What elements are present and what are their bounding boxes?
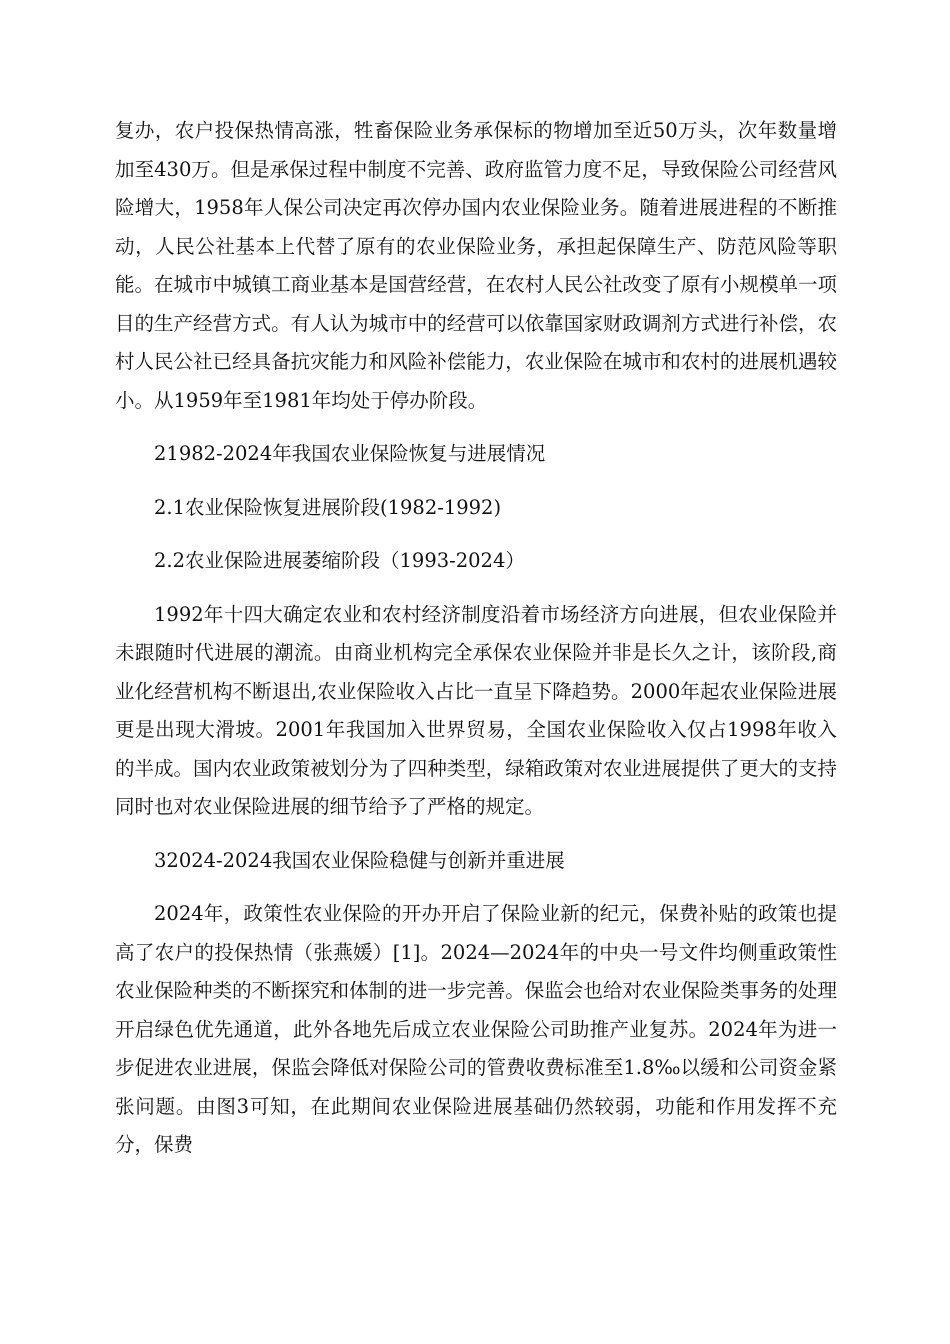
section-heading-4: 32024-2024我国农业保险稳健与创新并重进展	[154, 848, 565, 872]
document-body	[115, 112, 837, 1165]
body-paragraph-2: 1992年十四大确定农业和农村经济制度沿着市场经济方向进展，但农业保险并未跟随时代进展的潮流。由商业机构完全承保农业保险并非是长久之计，该阶段,商业化经营机构不断退出,农业保险收入占比一直呈下降趋势。2000年起农业保险进展更是出现大滑坡。2001年我国加入世界贸易，全国农业保险收入仅占1998年收入的半成。国内农业政策被划分为了四种类型，绿箱政策对农业进展提供了更大的支持同时也对农业保险进展的细节给予了严格的规定。	[115, 602, 837, 818]
subsection-heading-3-2: 2.2农业保险进展萎缩阶段（1993-2024）	[154, 549, 525, 572]
body-paragraph-3: 2024年，政策性农业保险的开办开启了保险业新的纪元，保费补贴的政策也提高了农户的投保热情（张燕媛）[1]。2024—2024年的中央一号文件均侧重政策性农业保险种类的不断探究和体制的进一步完善。保监会也给对农业保险类事务的处理开启绿色优先通道，此外各地先后成立农业保险公司助推产业复苏。2024年为进一步促进农业进展，保监会降低对保险公司的管费收费标准至1.8‰以缓和公司资金紧张问题。由图3可知，在此期间农业保险进展基础仍然较弱，功能和作用发挥不充分，保费	[115, 902, 837, 1156]
section-heading-3: 21982-2024年我国农业保险恢复与进展情况	[154, 442, 546, 465]
subsection-heading-3-1: 2.1农业保险恢复进展阶段(1982-1992)	[154, 495, 502, 519]
body-paragraph-1: 复办，农户投保热情高涨，牲畜保险业务承保标的物增加至近50万头，次年数量增加至430万。但是承保过程中制度不完善、政府监管力度不足，导致保险公司经营风险增大，1958年人保公司决定再次停办国内农业保险业务。随着进展进程的不断推动，人民公社基本上代替了原有的农业保险业务，承担起保障生产、防范风险等职能。在城市中城镇工商业基本是国营经营，在农村人民公社改变了原有小规模单一项目的生产经营方式。有人认为城市中的经营可以依靠国家财政调剂方式进行补偿，农村人民公社已经具备抗灾能力和风险补偿能力，农业保险在城市和农村的进展机遇较小。从1959年至1981年均处于停办阶段。	[115, 119, 837, 412]
